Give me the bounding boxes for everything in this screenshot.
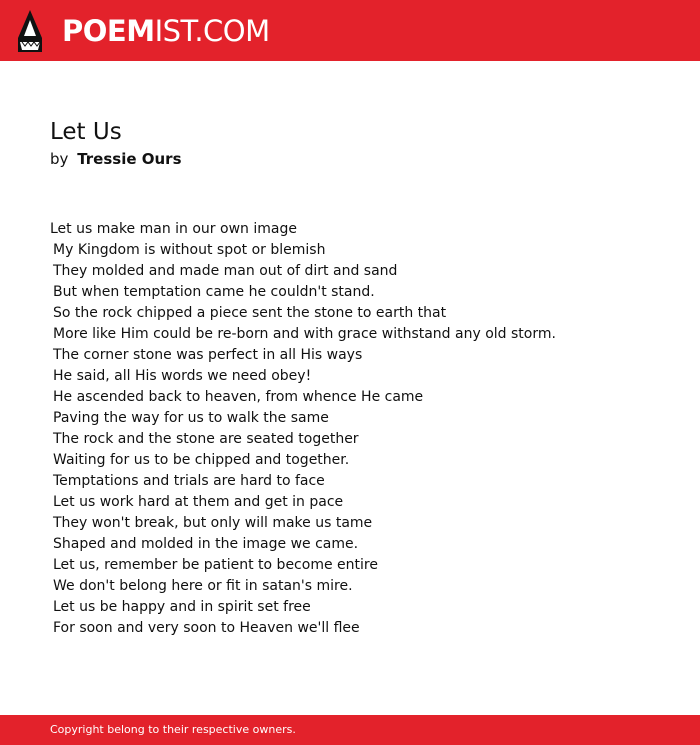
site-footer	[0, 715, 700, 745]
poem-line: The rock and the stone are seated together	[53, 431, 359, 447]
pencil-icon[interactable]	[18, 10, 42, 52]
poem-line: He ascended back to heaven, from whence He came	[53, 389, 424, 405]
poem-line: He said, all His words we need obey!	[53, 368, 312, 384]
copyright-text: Copyright belong to their respective owners.	[50, 723, 296, 736]
poem-title: Let Us	[50, 119, 122, 145]
by-label: by	[50, 150, 69, 168]
poem-line: More like Him could be re-born and with grace withstand any old storm.	[53, 326, 556, 342]
poem-line: They won't break, but only will make us tame	[53, 515, 373, 531]
poem-line: They molded and made man out of dirt and sand	[53, 263, 398, 279]
poem-line: The corner stone was perfect in all His ways	[53, 347, 363, 363]
poem-line: Waiting for us to be chipped and together.	[53, 452, 350, 468]
poem-line: Let us, remember be patient to become entire	[53, 557, 378, 573]
poem-body	[50, 219, 670, 639]
poem-line: Paving the way for us to walk the same	[53, 410, 329, 426]
poem-line: But when temptation came he couldn't stand.	[53, 284, 375, 300]
poem-line: So the rock chipped a piece sent the stone to earth that	[53, 305, 447, 321]
poem-line: My Kingdom is without spot or blemish	[53, 242, 326, 258]
poem-line: For soon and very soon to Heaven we'll flee	[53, 620, 360, 636]
brand-bold: POEM	[62, 14, 155, 48]
poem-line: Let us be happy and in spirit set free	[53, 599, 311, 615]
poem-byline	[50, 149, 182, 169]
poem-line: We don't belong here or fit in satan's mire.	[53, 578, 353, 594]
poem-line: Shaped and molded in the image we came.	[53, 536, 359, 552]
poem-line: Let us make man in our own image	[50, 221, 297, 237]
site-logo-text[interactable]	[62, 13, 270, 49]
author-name[interactable]: Tressie Ours	[77, 150, 182, 168]
brand-light: IST.COM	[154, 14, 270, 48]
poem-line: Temptations and trials are hard to face	[53, 473, 325, 489]
poem-line: Let us work hard at them and get in pace	[53, 494, 344, 510]
site-header	[0, 0, 700, 61]
